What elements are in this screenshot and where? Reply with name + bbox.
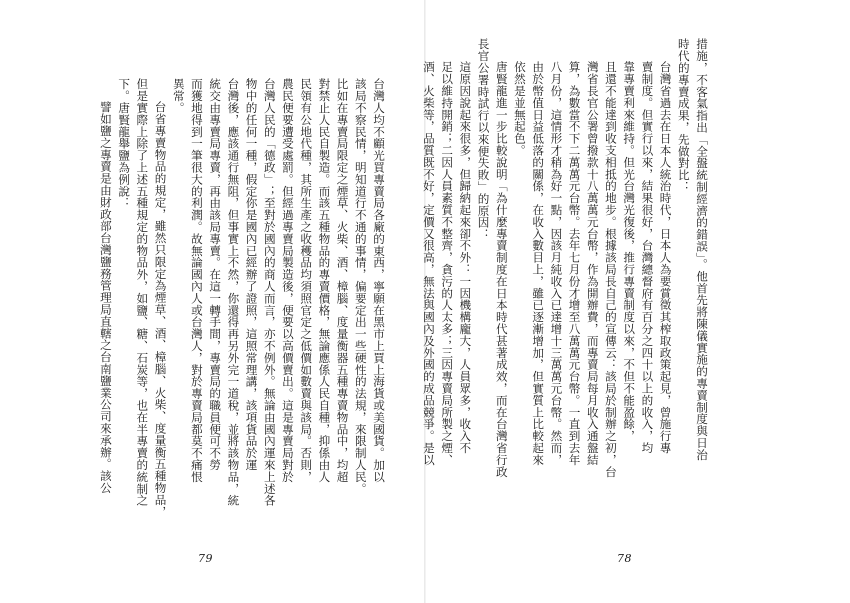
text-line: 下。唐賢龍舉鹽為例說： <box>117 78 132 209</box>
text-line: 措施，不客氣指出「全盤統制經濟的錯誤」。他首先將陳儀實施的專賣制度與日治 <box>695 38 709 461</box>
text-line: 長官公署時試行以來便失敗」的原因： <box>476 38 491 241</box>
text-line: 唐賢龍進一步比較說明「為什麼專賣制度在日本時代甚著成效，而在台灣省行政 <box>494 61 509 478</box>
text-line: 台灣後，應該通行無阻，但事實上不然，你還得再另外完一道稅，並將該物品，統 <box>226 78 241 507</box>
left-page-text <box>98 78 388 518</box>
text-line: 台省專賣物品的規定，雖然只限定為煙草、酒、樟腦、火柴、度量衡五種物品， <box>153 101 168 518</box>
text-line: 且還不能達到收支相抵的地步。根據該局長自己的宣傳云：該局於制辦之初，台 <box>603 61 618 478</box>
text-line: 時代的專賣成果，先做對比： <box>676 38 691 193</box>
text-line: 算，為數當不下二萬萬元台幣。去年七月份才增至八萬萬元台幣。一直到去年 <box>567 61 582 466</box>
text-line: 台灣人民的「德政」；至對於國內的商人而言，亦不例外。無論由國內運來上述各 <box>262 78 277 507</box>
text-line: 比如在專賣局限定之煙草、火柴、酒、樟腦、度量衡器五種專賣物品中，均超 <box>335 78 350 483</box>
text-line: 這原因說起來很多，但歸納起來卻不外：一因機構龐大，人員眾多，收入不 <box>458 61 473 454</box>
text-line: 對禁止人民自製造。而該五種物品的專賣價格，無論應係人民自種，抑係由人 <box>317 78 332 483</box>
text-line: 灣省長官公署曾撥款十八萬萬元台幣，作為開辦費，而專賣局每月收入通盤結 <box>585 61 600 466</box>
text-line: 該局不察民情，明知道行不通的事情，偏要定出一些硬性的法規，來限制人民。 <box>353 78 368 495</box>
text-line: 統交由專賣局專賣，再由該局專賣。在這一轉手間，專賣局的職員便可不勞 <box>208 78 223 471</box>
text-line: 靠專賣利來維持。但光台灣光復後，推行專賣制度以來，不但不能盈餘， <box>622 61 637 442</box>
right-page-text <box>421 38 711 494</box>
text-line: 依然是並無起色。 <box>512 61 527 157</box>
text-line: 但是實際上除了上述五種規定的物品外，如鹽、糖、石炭等，也在半專賣的統制之 <box>135 78 150 507</box>
right-page <box>421 0 850 603</box>
text-line: 而獲地得到一筆很大的利潤。故無論國內人或台灣人，對於專賣局都莫不痛恨 <box>189 78 204 483</box>
page-number: 78 <box>617 552 632 565</box>
text-line: 物中的任何一種，假定你是國內已經辦了證照，這照常理講，該項貨品於運 <box>244 78 259 471</box>
text-line: 由於幣值日益低落的關係，在收入數目上，雖已逐漸增加，但實質上比較起來 <box>531 61 546 466</box>
text-line: 農民便要遭受處罰。但經過專賣局製造後，便要以高價賣出。這是專賣局對於 <box>280 78 295 483</box>
text-line: 台灣人均不顧光買專賣局各廠的東西，寧願在黑市上買上海貨或美國貨。加以 <box>372 78 386 483</box>
page-number: 79 <box>198 552 213 565</box>
text-line: 譬如鹽之專賣是由財政部台灣鹽務管理局直轄之台南鹽業公司來承辦。該公 <box>98 101 113 494</box>
text-line: 賣制度。但實行以來，結果很好，台灣總督府有百分之四十以上的收入，均 <box>640 61 655 454</box>
text-line: 八月份，這情形才稍為好一點，因該月純收入已達增十三萬萬元台幣。然而， <box>549 61 564 466</box>
text-line: 異常。 <box>171 78 186 114</box>
text-line: 民領有公地代種，其所生產之收穫品均須照官定之低價如數賣與該局。否則， <box>299 78 314 483</box>
text-line: 足以維持開銷；二因人員素質不整齊，貪污的人太多；三因專賣局所製之煙、 <box>440 61 455 466</box>
text-line: 台灣省過去在日本人統治時代，日本人為要賞徵其榨取政策起見，曾施行專 <box>658 61 673 454</box>
text-line: 酒、火柴等，品質既不好，定價又很高，無法與國內及外國的成品競爭。是以 <box>421 61 436 466</box>
